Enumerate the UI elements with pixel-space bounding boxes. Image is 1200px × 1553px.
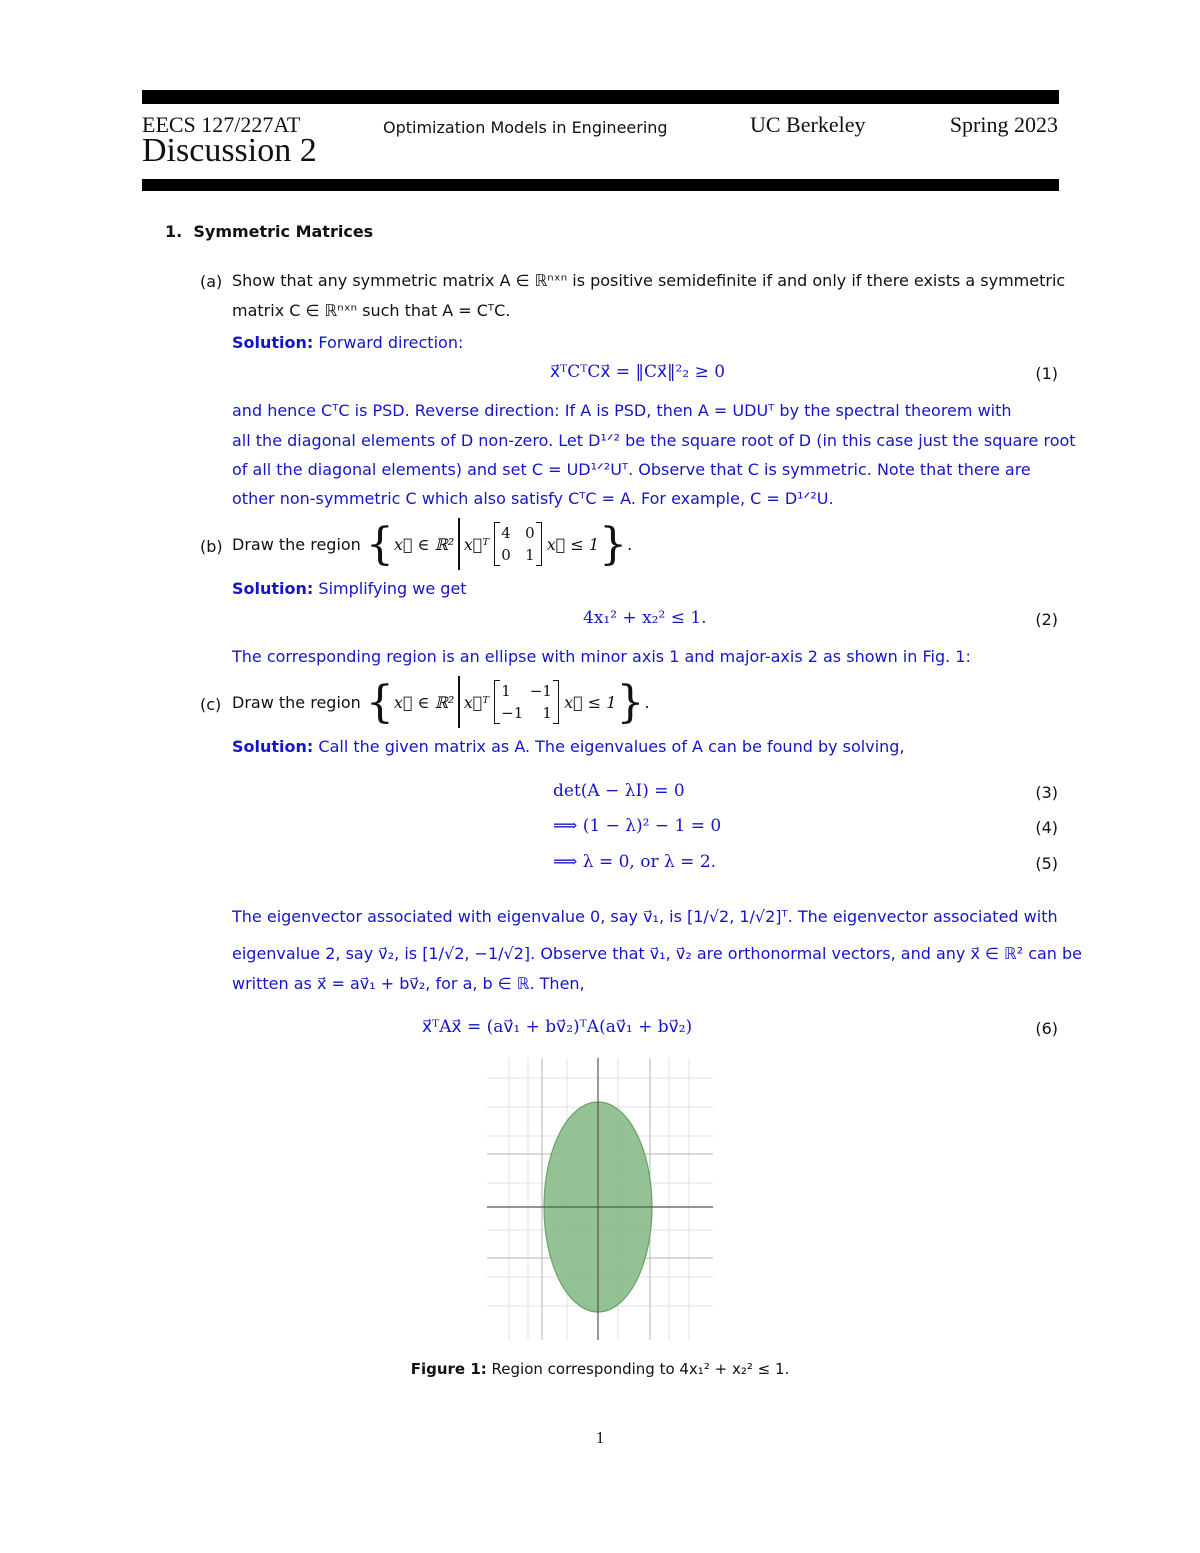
part-a-label: (a) (200, 272, 223, 291)
course-subject: Optimization Models in Engineering (383, 118, 668, 137)
caption-text: Region corresponding to 4x₁² + x₂² ≤ 1. (491, 1360, 790, 1378)
set-transpose: x⃗ᵀ (463, 534, 490, 554)
equation-6-number: (6) (1035, 1019, 1058, 1038)
matrix-c: 1 −1 −1 1 (494, 680, 559, 724)
part-c-para-2: eigenvalue 2, say v⃗₂, is [1/√2, −1/√2]. Observe that v⃗₁, v⃗₂ are orthonormal vectors, and any x⃗ ∈ ℝ² can be (232, 944, 1083, 963)
solution-text: Call the given matrix as A. The eigenvalues of A can be found by solving, (318, 737, 905, 756)
term: Spring 2023 (949, 112, 1058, 137)
equation-6: x⃗ᵀAx⃗ = (av⃗₁ + bv⃗₂)ᵀA(av⃗₁ + bv⃗₂) (422, 1017, 693, 1037)
equation-1: x⃗ᵀCᵀCx⃗ = ‖Cx⃗‖²₂ ≥ 0 (550, 362, 726, 382)
equation-2: 4x₁² + x₂² ≤ 1. (583, 608, 707, 628)
equation-5: ⟹ λ = 0, or λ = 2. (553, 852, 717, 872)
set-transpose: x⃗ᵀ (463, 692, 490, 712)
part-a-para-4: other non-symmetric C which also satisfy CᵀC = A. For example, C = D¹ᐟ²U. (232, 489, 834, 508)
part-b-solution (232, 574, 467, 604)
solution-intro: Forward direction: (318, 333, 464, 352)
equation-1-number: (1) (1035, 364, 1058, 383)
part-a-para-1: and hence CᵀC is PSD. Reverse direction: If A is PSD, then A = UDUᵀ by the spectral theorem with (232, 401, 1012, 420)
equation-4-number: (4) (1035, 818, 1058, 837)
part-b-label: (b) (200, 537, 223, 556)
school-name: UC Berkeley (750, 112, 866, 137)
solution-label: Solution: (232, 737, 314, 756)
caption-label: Figure 1: (410, 1360, 487, 1378)
set-domain: x⃗ ∈ ℝ² (393, 692, 455, 712)
part-a-solution (232, 328, 463, 358)
solution-label: Solution: (232, 579, 314, 598)
section-heading (165, 222, 373, 241)
part-a-para-2: all the diagonal elements of D non-zero. Let D¹ᐟ² be the square root of D (in this case just the square root (232, 431, 1076, 450)
solution-text: Simplifying we get (318, 579, 467, 598)
part-b-text: Draw the region (232, 534, 361, 554)
figure-caption (0, 1360, 1200, 1378)
part-c-label: (c) (200, 695, 222, 714)
part-a-line2: matrix C ∈ ℝⁿˣⁿ such that A = CᵀC. (232, 301, 511, 320)
part-b-after: The corresponding region is an ellipse with minor axis 1 and major-axis 2 as shown in Fig. 1: (232, 647, 971, 666)
part-a-line1: Show that any symmetric matrix A ∈ ℝⁿˣⁿ is positive semidefinite if and only if there exists a symmetric (232, 271, 1066, 290)
equation-3: det(A − λI) = 0 (553, 781, 685, 801)
page-number: 1 (595, 1428, 605, 1447)
equation-4: ⟹ (1 − λ)² − 1 = 0 (553, 816, 722, 836)
part-c-para-1: The eigenvector associated with eigenvalue 0, say v⃗₁, is [1/√2, 1/√2]ᵀ. The eigenvector associated with (232, 907, 1058, 926)
set-domain: x⃗ ∈ ℝ² (393, 534, 455, 554)
equation-3-number: (3) (1035, 783, 1058, 802)
part-c-text: Draw the region (232, 692, 361, 712)
header-bottom-rule (142, 179, 1059, 191)
header-top-rule (142, 90, 1059, 104)
course-code: EECS 127/227AT (142, 112, 301, 137)
set-condition: x⃗ ≤ 1 (546, 534, 600, 554)
equation-5-number: (5) (1035, 854, 1058, 873)
section-title: Symmetric Matrices (193, 222, 374, 241)
ellipse-figure (487, 1058, 713, 1340)
matrix-b: 4 0 0 1 (494, 522, 541, 566)
solution-label: Solution: (232, 333, 314, 352)
part-c-region: Draw the region { x⃗ ∈ ℝ² x⃗ᵀ 1 −1 −1 1 x⃗ ≤ 1 } . (232, 676, 650, 728)
equation-2-number: (2) (1035, 610, 1058, 629)
section-number: 1. (165, 222, 183, 241)
set-condition: x⃗ ≤ 1 (564, 692, 617, 712)
part-b-region: Draw the region { x⃗ ∈ ℝ² x⃗ᵀ 4 0 0 1 x⃗ ≤ 1 } . (232, 518, 633, 570)
part-c-para-3: written as x⃗ = av⃗₁ + bv⃗₂, for a, b ∈ ℝ. Then, (232, 974, 585, 993)
page-title: Discussion 2 (142, 132, 317, 169)
part-c-solution (232, 732, 905, 762)
part-a-para-3: of all the diagonal elements) and set C = UD¹ᐟ²Uᵀ. Observe that C is symmetric. Note that there are (232, 460, 1031, 479)
